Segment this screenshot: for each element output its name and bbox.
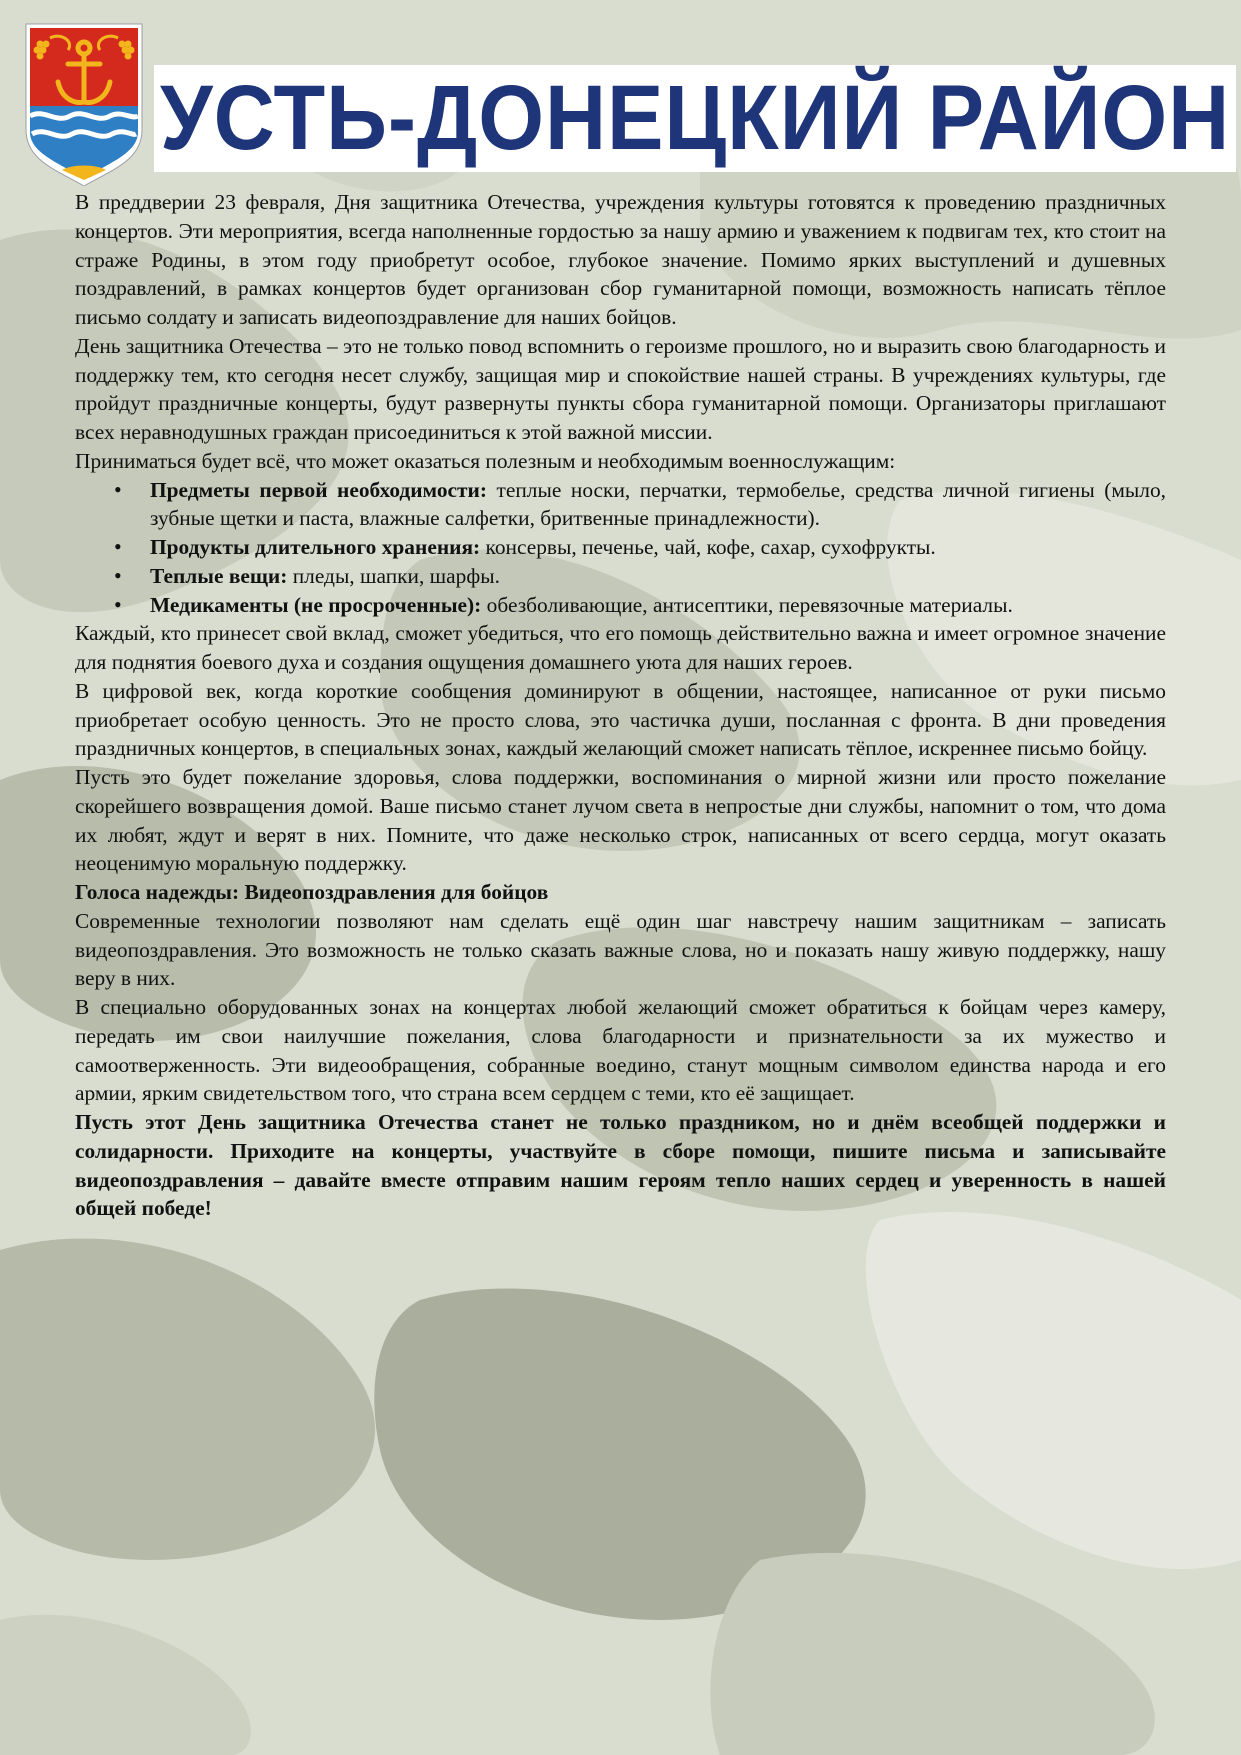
paragraph-items-intro: Приниматься будет всё, что может оказаться полезным и необходимым военнослужащим: xyxy=(75,448,896,473)
paragraph-video-intro: Современные технологии позволяют нам сделать ещё один шаг навстречу нашим защитникам – записать видеопоздравления. Это возможность не только сказать важные слова, но и показать нашу живую поддержку, нашу веру в них. xyxy=(75,908,1166,991)
list-item-label: Медикаменты (не просроченные): xyxy=(150,592,482,617)
paragraph-letters-wishes: Пусть это будет пожелание здоровья, слова поддержки, воспоминания о мирной жизни или просто пожелание скорейшего возвращения домой. Ваше письмо станет лучом света в непростые дни службы, напомнит о том, что дома их любят, ждут и верят в них. Помните, что даже несколько строк, написанных от всего сердца, могут оказать неоценимую моральную поддержку. xyxy=(75,765,1166,876)
header xyxy=(22,20,1231,186)
district-title: УСТЬ-ДОНЕЦКИЙ РАЙОН xyxy=(160,67,1231,169)
list-item-text: обезболивающие, антисептики, перевязочные материалы. xyxy=(481,592,1013,617)
coat-of-arms-icon xyxy=(22,20,146,186)
list-item xyxy=(150,591,1166,620)
list-item-text: консервы, печенье, чай, кофе, сахар, сухофрукты. xyxy=(480,535,936,559)
section-heading-video: Голоса надежды: Видеопоздравления для бойцов xyxy=(75,880,549,904)
paragraph-closing: Пусть этот День защитника Отечества станет не только праздником, но и днём всеобщей поддержки и солидарности. Приходите на концерты, участвуйте в сборе помощи, пишите письма и записывайте видеопоздравления – давайте вместе отправим нашим героям тепло наших сердец и уверенность в нашей общей победе! xyxy=(75,1110,1166,1221)
list-item-label: Продукты длительного хранения: xyxy=(150,535,481,559)
paragraph-intro: В преддверии 23 февраля, Дня защитника Отечества, учреждения культуры готовятся к проведению праздничных концертов. Эти мероприятия, всегда наполненные гордостью за нашу армию и уважением к подвигам тех, кто стоит на страже Родины, в этом году приобретут особое, глубокое значение. Помимо ярких выступлений и душевных поздравлений, в рамках концертов будет организован сбор гуманитарной помощи, возможность написать тёплое письмо солдату и записать видеопоздравление для наших бойцов. xyxy=(75,190,1166,329)
list-item-label: Теплые вещи: xyxy=(150,563,288,588)
aid-items-list xyxy=(75,476,1166,620)
paragraph-letters: В цифровой век, когда короткие сообщения доминируют в общении, настоящее, написанное от руки письмо приобретает особую ценность. Это не просто слова, это частичка души, посланная с фронта. В дни проведения праздничных концертов, в специальных зонах, каждый желающий сможет написать тёплое, искреннее письмо бойцу. xyxy=(75,678,1166,761)
paragraph-humanitarian-aid: День защитника Отечества – это не только повод вспомнить о героизме прошлого, но и выразить свою благодарность и поддержку тем, кто сегодня несет службу, защищая мир и спокойствие нашей страны. В учреждениях культуры, где пройдут праздничные концерты, будут развернуты пункты сбора гуманитарной помощи. Организаторы приглашают всех неравнодушных граждан присоединиться к этой важной миссии. xyxy=(75,333,1166,444)
paragraph-video-zones: В специально оборудованных зонах на концертах любой желающий сможет обратиться к бойцам через камеру, передать им свои наилучшие пожелания, слова благодарности и признательности за их мужество и самоотверженность. Эти видеообращения, собранные воедино, станут мощным символом единства народа и его армии, ярким свидетельством того, что страна всем сердцем с теми, кто её защищает. xyxy=(75,995,1166,1106)
list-item-text: пледы, шапки, шарфы. xyxy=(287,563,500,588)
list-item xyxy=(150,533,1166,562)
list-item xyxy=(150,562,1166,591)
list-item-text: теплые носки, перчатки, термобелье, средства личной гигиены (мыло, зубные щетки и паста, влажные салфетки, бритвенные принадлежности). xyxy=(150,477,1167,531)
list-item xyxy=(150,476,1166,534)
list-item-label: Предметы первой необходимости: xyxy=(150,477,487,502)
paragraph-contribution: Каждый, кто принесет свой вклад, сможет убедиться, что его помощь действительно важна и имеет огромное значение для поднятия боевого духа и создания ощущения домашнего уюта для наших героев. xyxy=(75,621,1166,674)
article-body xyxy=(75,188,1166,1223)
title-banner xyxy=(154,65,1236,172)
